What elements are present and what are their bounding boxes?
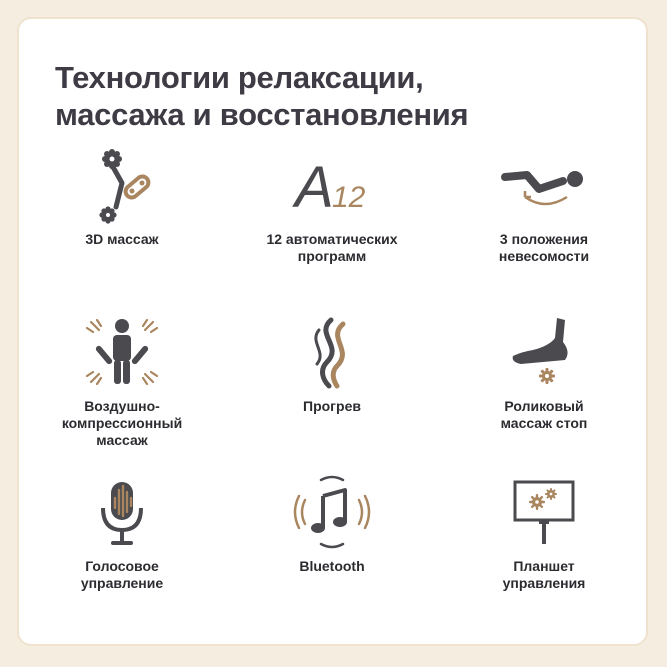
svg-text:A: A <box>295 155 334 220</box>
feature-label: 12 автоматических программ <box>266 231 398 264</box>
a12-programs-icon <box>287 145 377 225</box>
tablet-control-icon <box>499 472 589 552</box>
feature-voice-control <box>22 472 222 592</box>
3d-massage-icon <box>77 145 167 225</box>
feature-label: Воздушно- компрессионный массаж <box>61 398 183 448</box>
feature-heating <box>232 312 432 415</box>
microphone-icon <box>77 472 167 552</box>
feature-auto-programs <box>232 145 432 265</box>
feature-label: Роликовый массаж стоп <box>500 398 588 431</box>
feature-label: 3 положения невесомости <box>498 231 590 264</box>
feature-label: Bluetooth <box>299 558 365 574</box>
zero-gravity-icon <box>499 145 589 225</box>
feature-label: 3D массаж <box>85 231 159 247</box>
feature-label: Планшет управления <box>502 558 586 591</box>
air-compression-icon <box>77 312 167 392</box>
feature-label: Прогрев <box>303 398 361 414</box>
title-line-2: массажа и восстановления <box>55 97 469 132</box>
feature-air-compression <box>22 312 222 449</box>
feature-foot-roller <box>444 312 644 432</box>
feature-tablet-control <box>444 472 644 592</box>
heating-icon <box>287 312 377 392</box>
feature-label: Голосовое управление <box>80 558 164 591</box>
foot-roller-icon <box>499 312 589 392</box>
feature-bluetooth <box>232 472 432 575</box>
title-line-1: Технологии релаксации, <box>55 60 424 95</box>
bluetooth-music-icon <box>287 472 377 552</box>
feature-zero-gravity <box>444 145 644 265</box>
feature-3d-massage <box>22 145 222 248</box>
svg-text:12: 12 <box>332 181 366 214</box>
